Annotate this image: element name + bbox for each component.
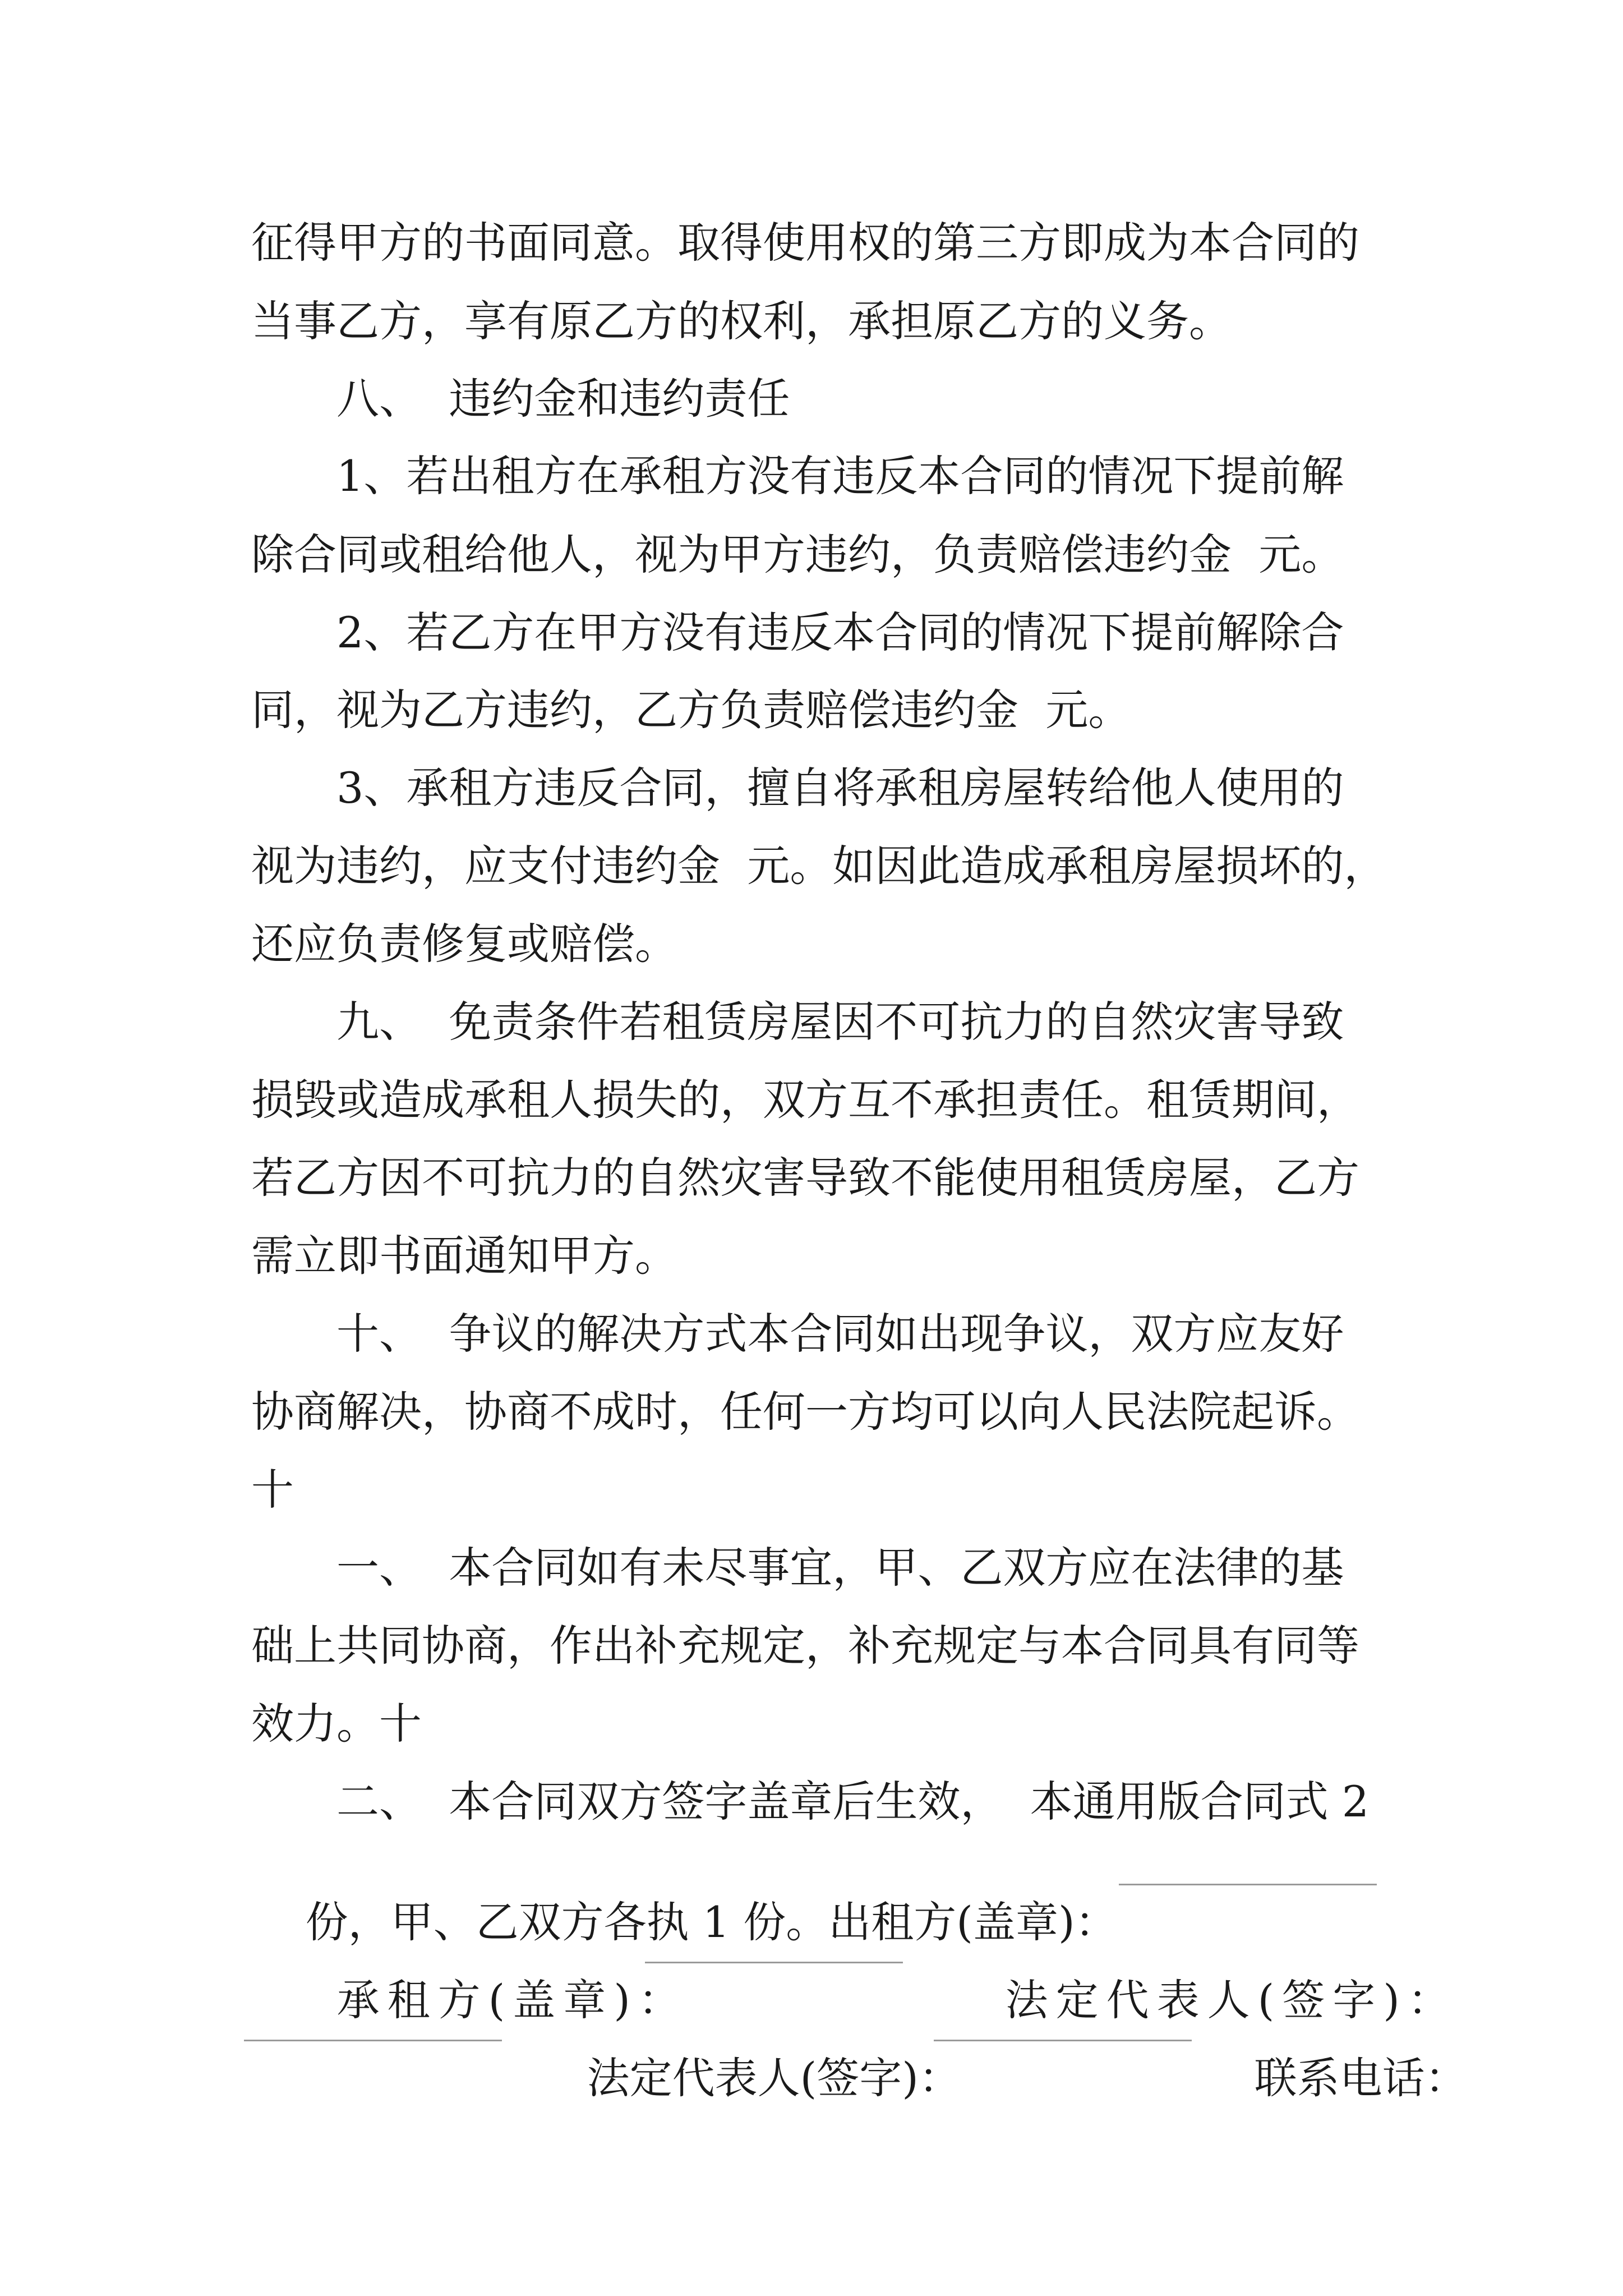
body-line: 3、承租方违反合同，擅自将承租房屋转给他人使用的 [336,763,1344,813]
lessor-seal-label: 份，甲、乙双方各执 1 份。出租方(盖章)： [305,1897,1118,1947]
contact-phone-label: 联系电话： [1254,2053,1468,2103]
body-line: 效力。十 [251,1699,422,1749]
section-heading-10: 十、 争议的解决方式本合同如出现争议，双方应友好 [336,1309,1344,1359]
section-heading-11: 一、 本合同如有未尽事宜，甲、乙双方应在法律的基 [336,1543,1344,1593]
body-line: 同，视为乙方违约，乙方负责赔偿违约金 元。 [251,685,1131,735]
section-heading-8: 八、 违约金和违约责任 [336,374,790,424]
body-line: 若乙方因不可抗力的自然灾害导致不能使用租赁房屋，乙方 [251,1153,1359,1203]
body-line: 需立即书面通知甲方。 [251,1231,677,1281]
body-line: 1、若出租方在承租方没有违反本合同的情况下提前解 [336,451,1344,501]
body-line: 础上共同协商，作出补充规定，补充规定与本合同具有同等 [251,1621,1359,1671]
legal-rep-blank-1[interactable] [244,2040,502,2041]
lessee-seal-label: 承租方(盖章)： [336,1975,689,2025]
body-line: 十 [251,1465,294,1515]
contact-phone-row [1200,2014,1468,2142]
body-line: 损毁或造成承租人损失的，双方互不承担责任。租赁期间， [251,1075,1359,1125]
lessee-seal-blank[interactable] [645,1962,903,1963]
lessor-seal-blank[interactable] [1119,1884,1377,1885]
legal-rep-sign-label-1: 法定代表人(签字)： [1005,1975,1458,2025]
legal-rep-blank-2[interactable] [934,2040,1192,2041]
body-line: 除合同或租给他人，视为甲方违约，负责赔偿违约金 元。 [251,530,1344,579]
section-heading-12: 二、 本合同双方签字盖章后生效， 本通用版合同式 2 [336,1777,1370,1826]
body-line: 协商解决，协商不成时，任何一方均可以向人民法院起诉。 [251,1387,1359,1437]
body-line: 还应负责修复或赔偿。 [251,919,677,969]
body-line: 2、若乙方在甲方没有违反本合同的情况下提前解除合 [336,608,1344,657]
body-line: 征得甲方的书面同意。取得使用权的第三方即成为本合同的 [251,218,1359,268]
section-heading-9: 九、 免责条件若租赁房屋因不可抗力的自然灾害导致 [336,997,1344,1047]
body-line: 视为违约，应支付违约金 元。如因此造成承租房屋损坏的， [251,841,1387,891]
legal-rep-row-2 [533,2014,961,2142]
body-line: 当事乙方，享有原乙方的权利，承担原乙方的义务。 [251,296,1232,346]
legal-rep-sign-label-2: 法定代表人(签字)： [587,2053,961,2103]
